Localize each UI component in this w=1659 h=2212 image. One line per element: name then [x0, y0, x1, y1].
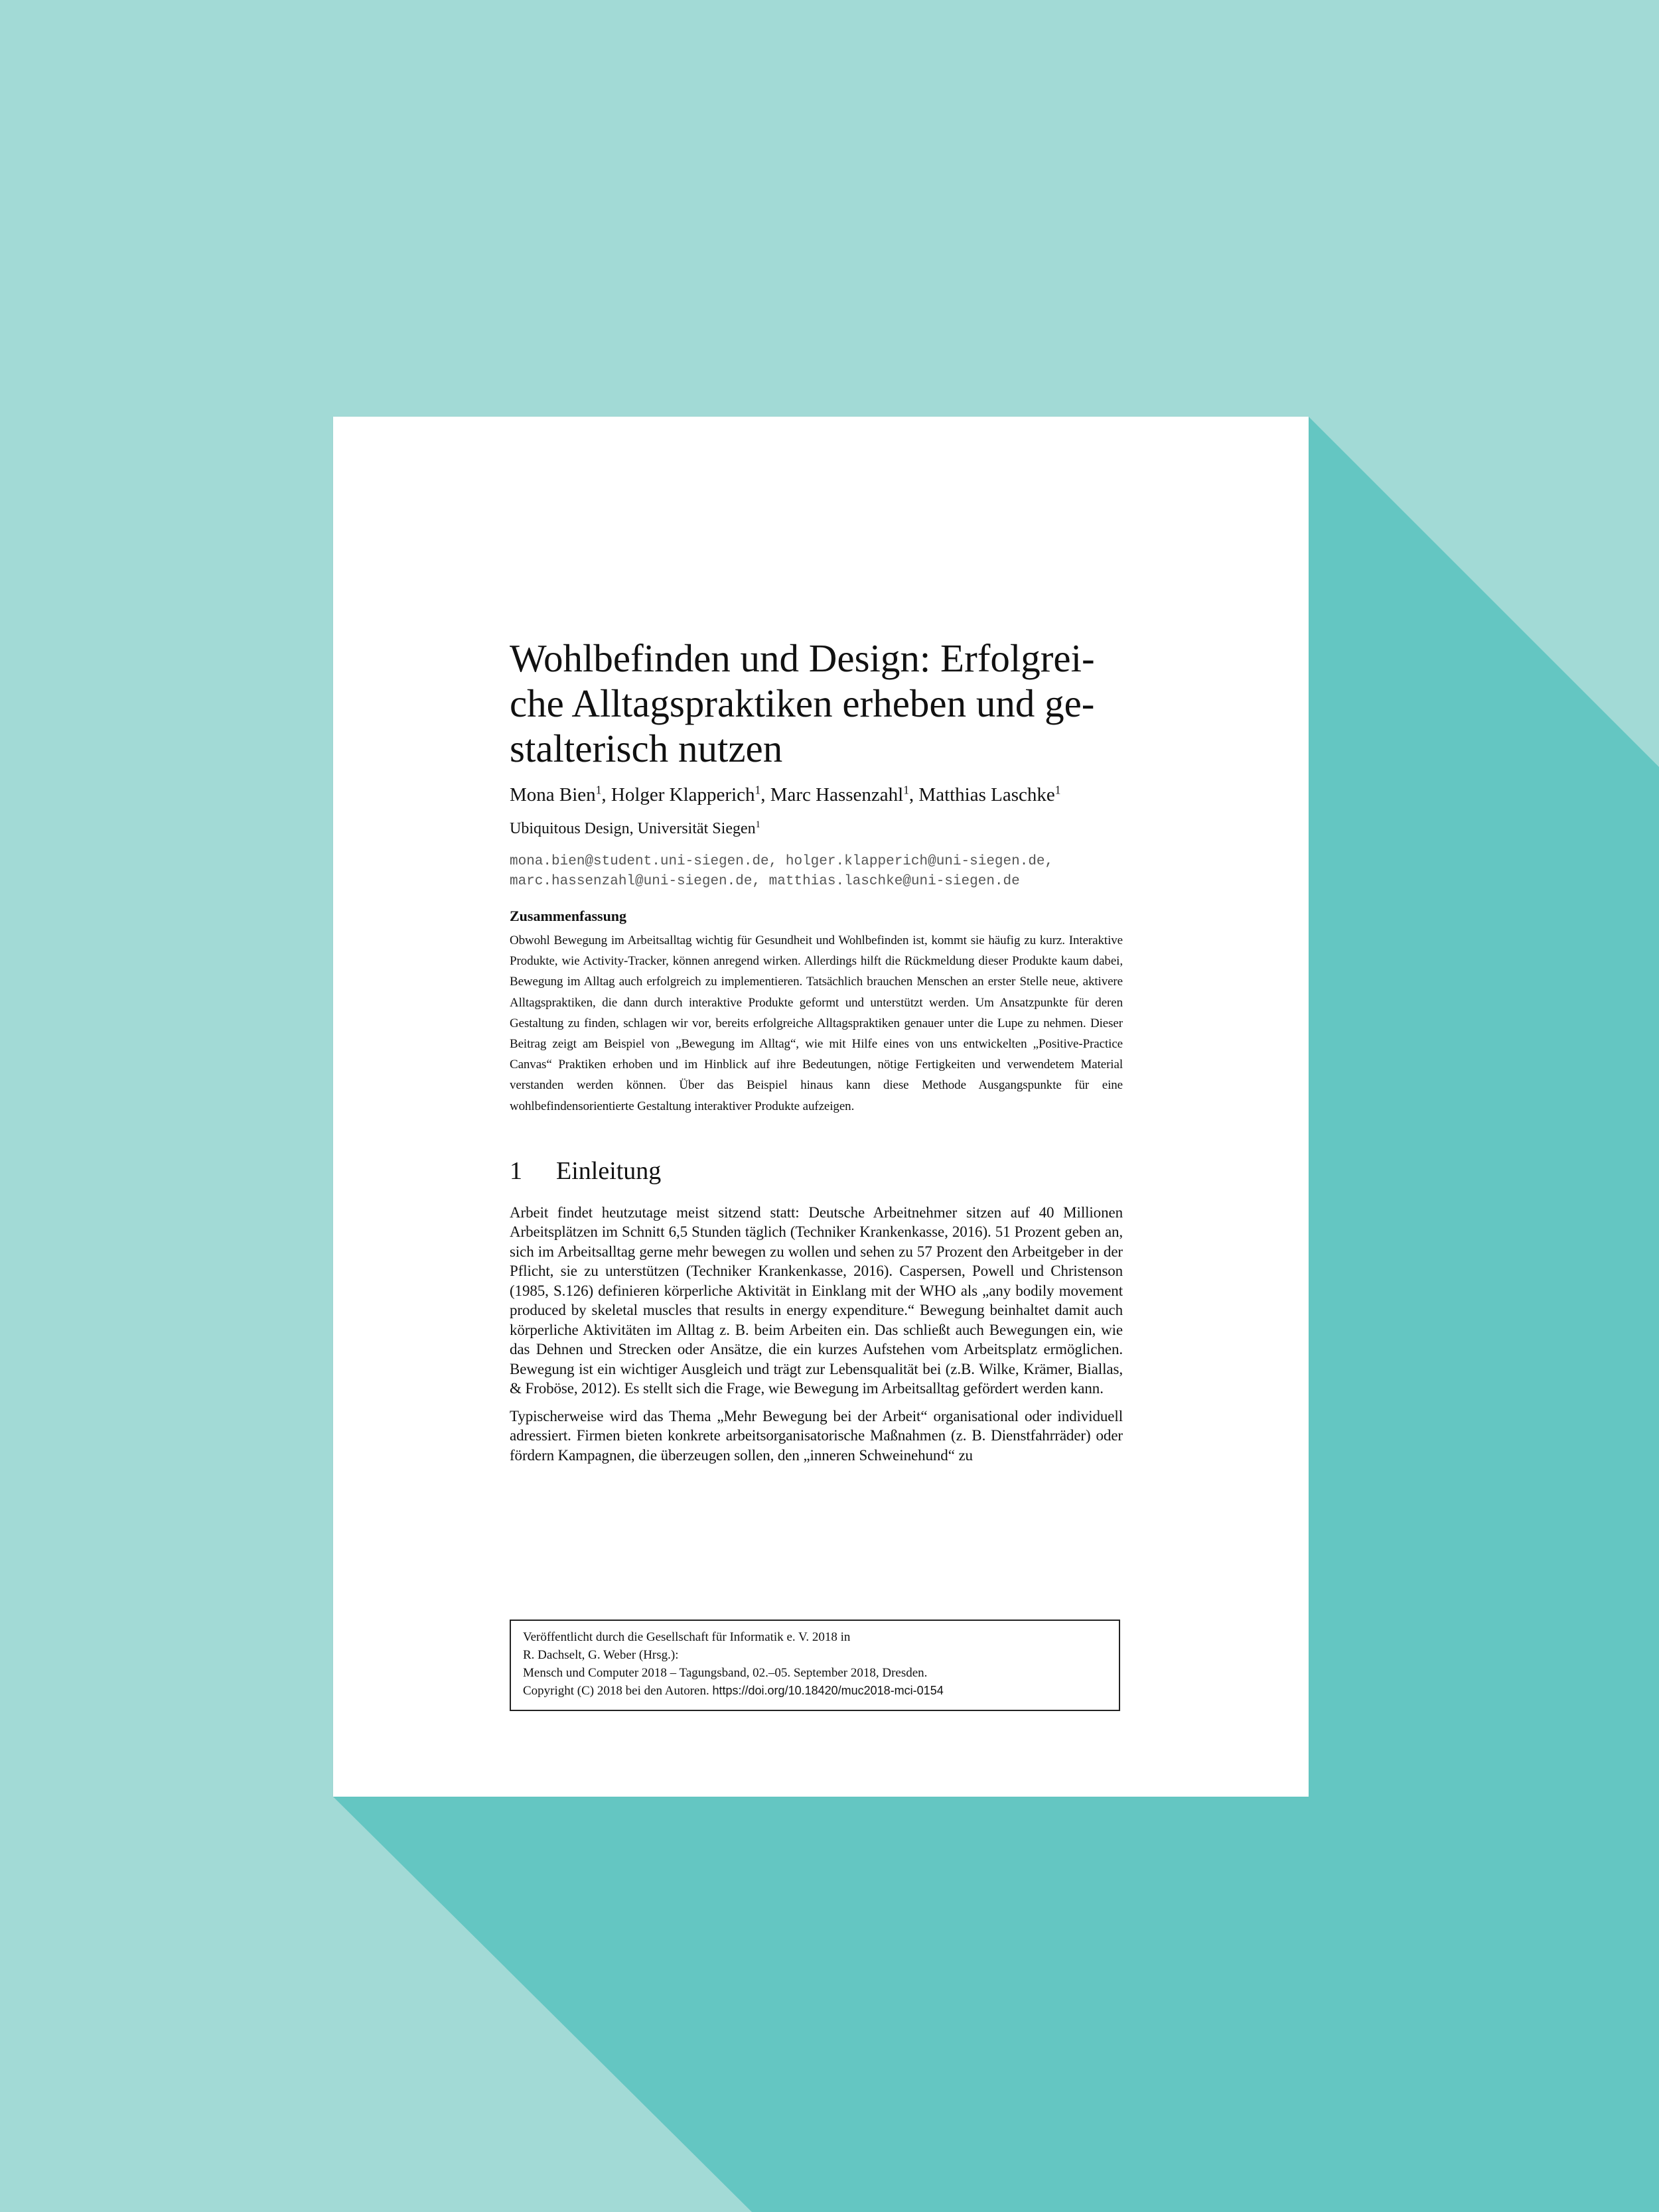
paper-title [510, 636, 1123, 771]
body-paragraph-1: Arbeit findet heutzutage meist sitzend statt: Deutsche Arbeitnehmer sitzen auf 40 Millionen Arbeitsplätzen im Schnitt 6,5 Stunden täglich (Techniker Krankenkasse, 2016). 51 Prozent geben an, sich im Arbeitsalltag gerne mehr bewegen zu wollen und sehen zu 57 Prozent den Arbeitgeber in der Pflicht, sie zu unterstützen (Techniker Krankenkasse, 2016). Caspersen, Powell und Christenson (1985, S.126) definieren körperliche Aktivität in Einklang mit der WHO als „any bodily movement produced by skeletal muscles that results in energy expenditure.“ Bewegung beinhaltet damit auch körperliche Aktivitäten im Alltag z. B. beim Arbeiten ein. Das schließt auch Bewegungen ein, wie das Dehnen und Strecken oder Ansätze, die ein kurzes Aufstehen vom Arbeitsplatz ermöglichen. Bewegung ist ein wichtiger Ausgleich und trägt zur Lebensqualität bei (z.B. Wilke, Krämer, Biallas, & Froböse, 2012). Es stellt sich die Frage, wie Bewegung im Arbeitsalltag gefördert werden kann. [510, 1204, 1123, 1397]
title-line-2: che Alltagspraktiken erheben und ge- [510, 681, 1095, 725]
author-affiliation-mark: 1 [1054, 783, 1061, 797]
abstract-text: Obwohl Bewegung im Arbeitsalltag wichtig für Gesundheit und Wohlbefinden ist, kommt sie häufig zu kurz. Interaktive Produkte, wie Activity-Tracker, können anregend wirken. Allerdings hilft die Rückmeldung dieser Produkte kaum dabei, Bewegung im Alltag auch erfolgreich zu implementieren. Tatsächlich brauchen Menschen an erster Stelle neue, aktivere Alltagspraktiken, die dann durch interaktive Produkte geformt und unterstützt werden. Um Ansatzpunkte für deren Gestaltung zu finden, schlagen wir vor, bereits erfolgreiche Alltagspraktiken genauer unter die Lupe zu nehmen. Dieser Beitrag zeigt am Beispiel von „Bewegung im Alltag“, wie mit Hilfe eines von uns entwickelten „Positive-Practice Canvas“ Praktiken erhoben und im Hinblick auf ihre Bedeutungen, nötige Fertigkeiten und verwendetem Material verstanden werden können. Über das Beispiel hinaus kann diese Methode Ausgangspunkte für eine wohlbefindensorientierte Gestaltung interaktiver Produkte aufzeigen. [510, 933, 1123, 1113]
doi-link[interactable]: https://doi.org/10.18420/muc2018-mci-0154 [712, 1684, 944, 1697]
author-name: Mona Bien [510, 784, 596, 805]
section-number: 1 [510, 1156, 522, 1185]
author-list [510, 782, 1123, 808]
author-affiliation-mark: 1 [755, 783, 761, 797]
footer-line-4 [523, 1682, 1107, 1700]
author-separator: , [601, 784, 611, 805]
author-affiliation-mark: 1 [903, 783, 909, 797]
author-name: Marc Hassenzahl [770, 784, 904, 805]
author-name: Holger Klapperich [611, 784, 755, 805]
affiliation [510, 817, 1123, 840]
document-page [333, 417, 1309, 1797]
footer-copyright: Copyright (C) 2018 bei den Autoren. [523, 1684, 709, 1698]
author-name: Matthias Laschke [918, 784, 1055, 805]
section-title: Einleitung [556, 1156, 662, 1185]
author-affiliation-mark: 1 [595, 783, 602, 797]
emails-line-2: marc.hassenzahl@uni-siegen.de, matthias.laschke@uni-siegen.de [510, 874, 1020, 889]
body-paragraph-2: Typischerweise wird das Thema „Mehr Bewegung bei der Arbeit“ organisational oder individuell adressiert. Firmen bieten konkrete arbeitsorganisatorische Maßnahmen (z. B. Dienstfahrräder) oder fördern Kampagnen, die überzeugen sollen, den „inneren Schweinehund“ zu [510, 1407, 1123, 1464]
title-line-1: Wohlbefinden und Design: Erfolgrei- [510, 636, 1095, 680]
section-heading [510, 1155, 1123, 1187]
footer-line-2: R. Dachselt, G. Weber (Hrsg.): [523, 1648, 679, 1662]
emails-line-1: mona.bien@student.uni-siegen.de, holger.klapperich@uni-siegen.de, [510, 854, 1054, 869]
abstract-heading: Zusammenfassung [510, 908, 627, 924]
footer-line-1: Veröffentlicht durch die Gesellschaft für Informatik e. V. 2018 in [523, 1630, 851, 1644]
author-separator: , [908, 784, 919, 805]
affiliation-mark: 1 [755, 819, 760, 830]
paper-content [510, 636, 1123, 1473]
publication-footer-box [510, 1620, 1120, 1711]
affiliation-text: Ubiquitous Design, Universität Siegen [510, 820, 756, 837]
author-separator: , [760, 784, 770, 805]
title-line-3: stalterisch nutzen [510, 726, 783, 770]
author-emails [510, 852, 1123, 892]
footer-line-3: Mensch und Computer 2018 – Tagungsband, 02.–05. September 2018, Dresden. [523, 1666, 928, 1680]
